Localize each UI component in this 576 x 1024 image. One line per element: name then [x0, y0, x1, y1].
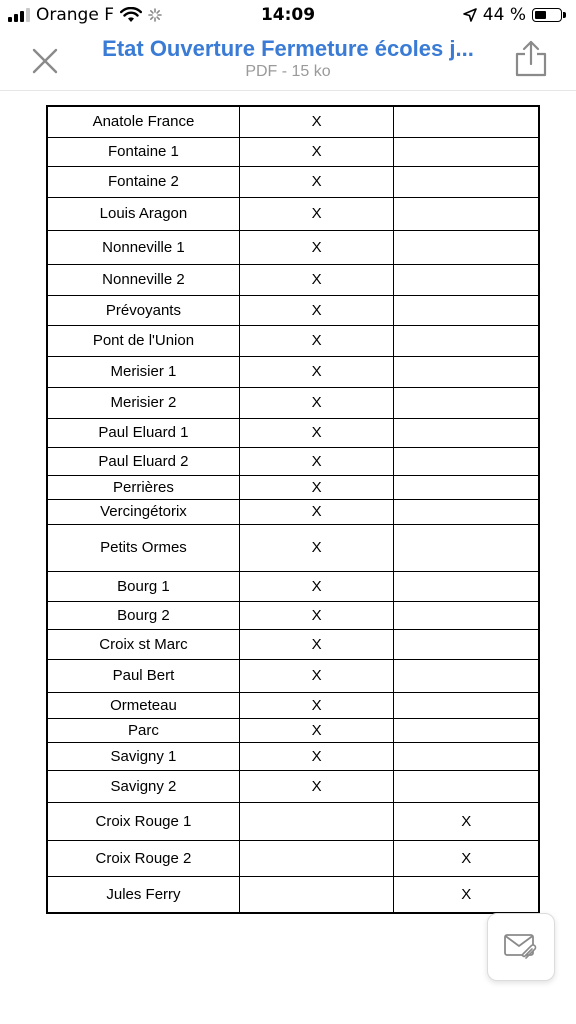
table-row — [47, 418, 539, 447]
battery-percent: 44 % — [482, 5, 526, 25]
school-name-cell: Croix Rouge 2 — [47, 840, 239, 876]
status-open-cell: X — [239, 524, 393, 571]
status-closed-cell — [394, 659, 539, 692]
table-row — [47, 571, 539, 601]
school-name-cell: Paul Bert — [47, 659, 239, 692]
table-row — [47, 802, 539, 840]
status-open-cell: X — [239, 137, 393, 166]
status-closed-cell: X — [394, 802, 539, 840]
battery-icon — [532, 8, 562, 22]
school-name-cell: Nonneville 1 — [47, 230, 239, 264]
status-closed-cell — [394, 387, 539, 418]
status-closed-cell — [394, 629, 539, 659]
school-name-cell: Prévoyants — [47, 295, 239, 325]
status-open-cell: X — [239, 264, 393, 295]
school-name-cell: Bourg 2 — [47, 601, 239, 629]
table-row — [47, 356, 539, 387]
carrier-name: Orange F — [36, 5, 114, 25]
status-open-cell: X — [239, 475, 393, 499]
table-row — [47, 137, 539, 166]
status-open-cell: X — [239, 325, 393, 356]
status-bar — [0, 0, 576, 30]
location-arrow-icon — [463, 8, 477, 22]
status-open-cell — [239, 802, 393, 840]
mail-attachment-icon — [504, 934, 538, 960]
schools-table — [46, 105, 540, 914]
mail-attachment-button[interactable] — [487, 913, 555, 981]
table-row — [47, 718, 539, 742]
school-name-cell: Paul Eluard 1 — [47, 418, 239, 447]
school-name-cell: Savigny 2 — [47, 770, 239, 802]
status-closed-cell — [394, 742, 539, 770]
school-name-cell: Nonneville 2 — [47, 264, 239, 295]
table-row — [47, 475, 539, 499]
school-name-cell: Paul Eluard 2 — [47, 447, 239, 475]
status-open-cell: X — [239, 601, 393, 629]
status-open-cell: X — [239, 447, 393, 475]
status-closed-cell — [394, 106, 539, 137]
school-name-cell: Jules Ferry — [47, 876, 239, 913]
status-closed-cell — [394, 499, 539, 524]
table-row — [47, 692, 539, 718]
table-row — [47, 387, 539, 418]
table-row — [47, 447, 539, 475]
status-open-cell: X — [239, 629, 393, 659]
school-name-cell: Perrières — [47, 475, 239, 499]
status-closed-cell — [394, 770, 539, 802]
status-right — [463, 5, 566, 25]
status-open-cell: X — [239, 418, 393, 447]
status-open-cell: X — [239, 692, 393, 718]
school-name-cell: Parc — [47, 718, 239, 742]
table-row — [47, 742, 539, 770]
table-row — [47, 840, 539, 876]
table-row — [47, 601, 539, 629]
document-title: Etat Ouverture Fermeture écoles j... — [102, 36, 474, 61]
status-open-cell — [239, 840, 393, 876]
status-closed-cell — [394, 166, 539, 197]
status-open-cell: X — [239, 166, 393, 197]
school-name-cell: Ormeteau — [47, 692, 239, 718]
status-closed-cell: X — [394, 876, 539, 913]
status-open-cell: X — [239, 387, 393, 418]
table-row — [47, 876, 539, 913]
status-closed-cell — [394, 571, 539, 601]
status-closed-cell — [394, 295, 539, 325]
status-closed-cell — [394, 718, 539, 742]
status-open-cell: X — [239, 659, 393, 692]
table-row — [47, 230, 539, 264]
school-name-cell: Vercingétorix — [47, 499, 239, 524]
status-open-cell: X — [239, 356, 393, 387]
status-closed-cell — [394, 692, 539, 718]
status-closed-cell — [394, 197, 539, 230]
school-name-cell: Fontaine 2 — [47, 166, 239, 197]
status-time: 14:09 — [260, 5, 316, 25]
status-closed-cell — [394, 418, 539, 447]
table-row — [47, 264, 539, 295]
status-closed-cell — [394, 524, 539, 571]
table-row — [47, 106, 539, 137]
status-closed-cell — [394, 264, 539, 295]
document-subtitle: PDF - 15 ko — [245, 63, 331, 80]
table-row — [47, 166, 539, 197]
status-open-cell: X — [239, 571, 393, 601]
status-closed-cell — [394, 325, 539, 356]
status-closed-cell — [394, 447, 539, 475]
status-closed-cell: X — [394, 840, 539, 876]
school-name-cell: Louis Aragon — [47, 197, 239, 230]
battery-cap — [563, 12, 566, 18]
status-closed-cell — [394, 601, 539, 629]
table-row — [47, 197, 539, 230]
school-name-cell: Pont de l'Union — [47, 325, 239, 356]
nav-bar — [0, 30, 576, 91]
table-row — [47, 295, 539, 325]
status-open-cell — [239, 876, 393, 913]
status-closed-cell — [394, 137, 539, 166]
school-name-cell: Merisier 1 — [47, 356, 239, 387]
status-open-cell: X — [239, 770, 393, 802]
school-name-cell: Croix Rouge 1 — [47, 802, 239, 840]
status-open-cell: X — [239, 742, 393, 770]
table-row — [47, 629, 539, 659]
school-name-cell: Petits Ormes — [47, 524, 239, 571]
table-row — [47, 524, 539, 571]
status-open-cell: X — [239, 197, 393, 230]
school-name-cell: Merisier 2 — [47, 387, 239, 418]
table-row — [47, 770, 539, 802]
status-closed-cell — [394, 356, 539, 387]
school-name-cell: Fontaine 1 — [47, 137, 239, 166]
close-icon[interactable] — [28, 44, 62, 78]
status-open-cell: X — [239, 718, 393, 742]
table-row — [47, 325, 539, 356]
status-closed-cell — [394, 475, 539, 499]
status-open-cell: X — [239, 230, 393, 264]
table-row — [47, 659, 539, 692]
share-icon[interactable] — [512, 38, 550, 78]
status-open-cell: X — [239, 106, 393, 137]
school-name-cell: Croix st Marc — [47, 629, 239, 659]
school-name-cell: Anatole France — [47, 106, 239, 137]
schools-table-body — [47, 106, 539, 913]
battery-fill — [535, 11, 546, 19]
school-name-cell: Savigny 1 — [47, 742, 239, 770]
school-name-cell: Bourg 1 — [47, 571, 239, 601]
table-row — [47, 499, 539, 524]
status-open-cell: X — [239, 295, 393, 325]
status-open-cell: X — [239, 499, 393, 524]
status-closed-cell — [394, 230, 539, 264]
